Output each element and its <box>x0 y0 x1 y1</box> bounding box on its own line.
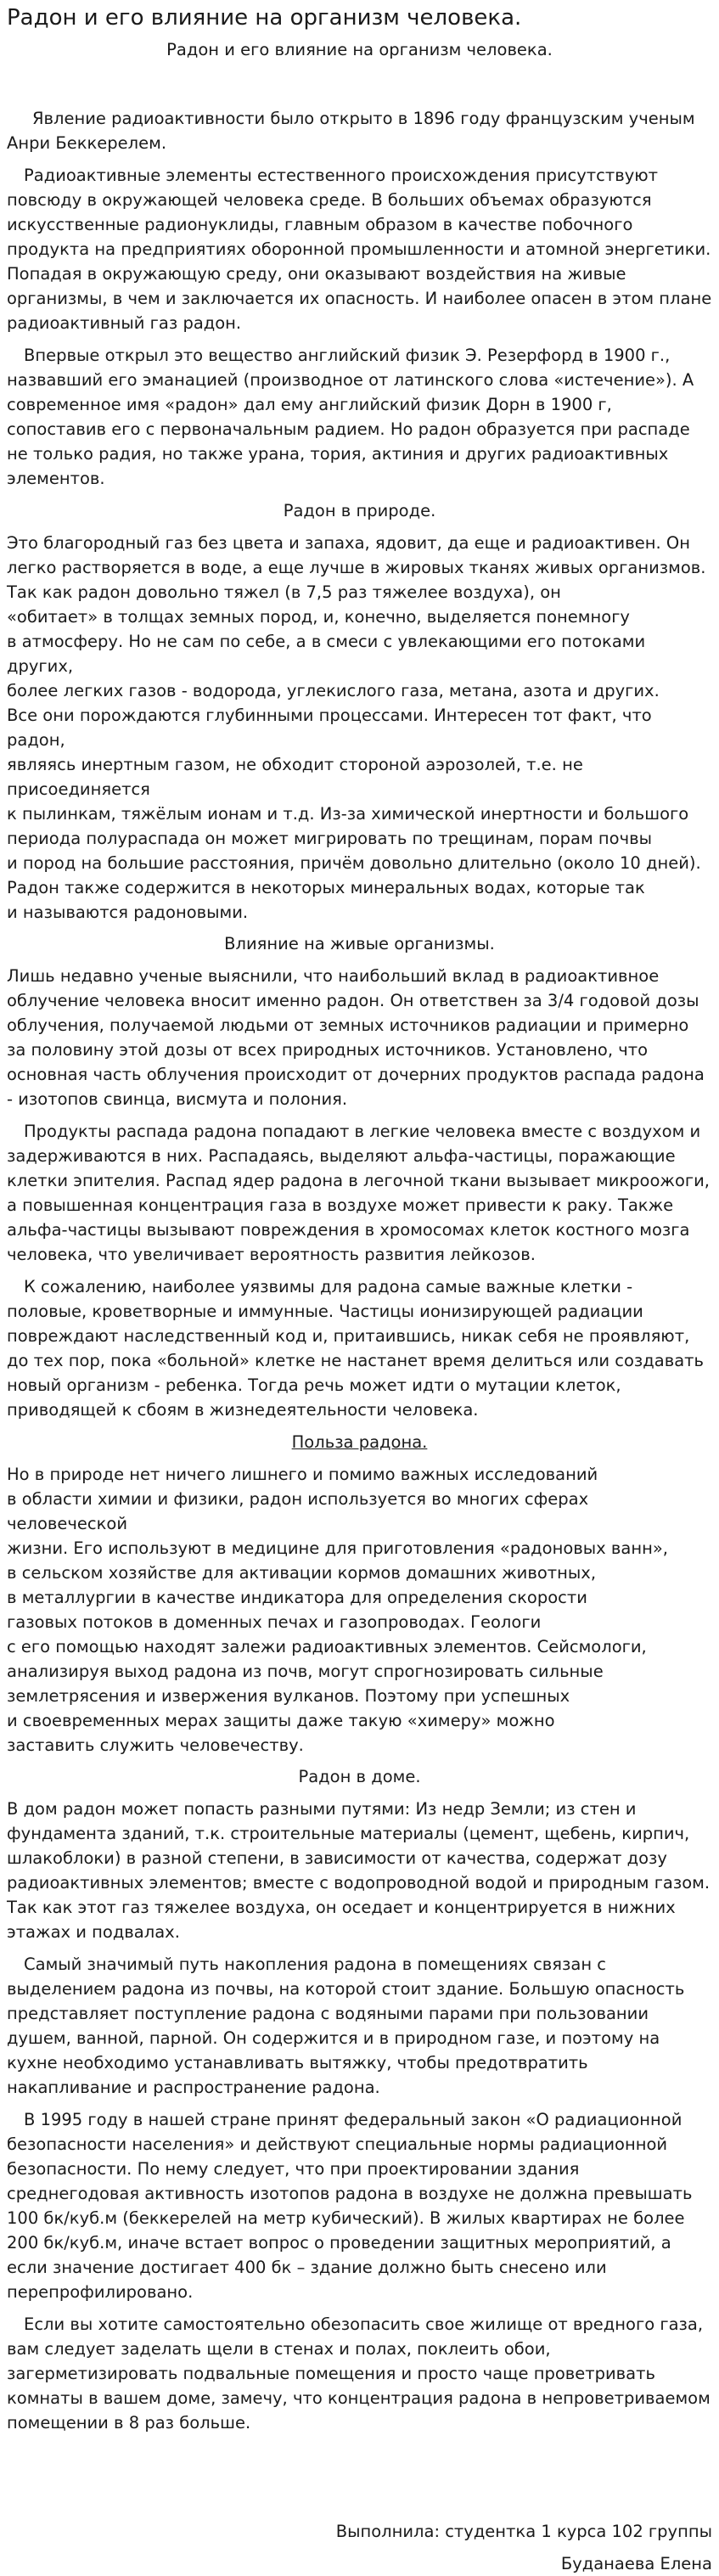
text-line: более легких газов - водорода, углекислого газа, метана, азота и других. <box>7 681 660 700</box>
section-heading-benefit: Польза радона. <box>291 1432 428 1452</box>
intro-paragraph-2: Радиоактивные элементы естественного происхождения присутствуют повсюду в окружающей человека среде. В больших объемах образуются искусственные радионуклиды, главным образом в качестве побочного продукта на предприятиях оборонной промышленности и атомной энергетики. Попадая в окружающую среду, они оказывают воздействия на живые организмы, в чем и заключается их опасность. И наиболее опасен в этом плане радиоактивный газ радон. <box>7 166 712 333</box>
text-line: в металлургии в качестве индикатора для определения скорости <box>7 1588 587 1607</box>
text-line: являясь инертным газом, не обходит стороной аэрозолей, т.е. не присоединяется <box>7 755 583 799</box>
home-paragraph-3: В 1995 году в нашей стране принят федеральный закон «О радиационной безопасности населения» и действуют специальные нормы радиационной безопасности. По нему следует, что при проектировании здания среднегодовая активность изотопов радона в воздухе не должна превышать 100 бк/куб.м (беккерелей на метр кубический). В жилых квартирах не более 200 бк/куб.м, иначе встает вопрос о проведении защитных мероприятий, а если значение достигает 400 бк – здание должно быть снесено или перепрофилировано. <box>7 2110 693 2302</box>
text-line: анализируя выход радона из почв, могут спрогнозировать сильные <box>7 1662 604 1681</box>
organisms-paragraph-2: Продукты распада радона попадают в легкие человека вместе с воздухом и задерживаются в них. Распадаясь, выделяют альфа-частицы, поражающие клетки эпителия. Распад ядер радона в легочной ткани вызывает микроожоги, а повышенная концентрация газа в воздухе может привести к раку. Также альфа-частицы вызывают повреждения в хромосомах клеток костного мозга человека, что увеличивает вероятность развития лейкозов. <box>7 1122 710 1264</box>
text-line: с его помощью находят залежи радиоактивных элементов. Сейсмологи, <box>7 1637 647 1656</box>
text-line: Это благородный газ без цвета и запаха, ядовит, да еще и радиоактивен. Он <box>7 533 690 553</box>
signature-name: Буданаева Елена <box>560 2554 712 2573</box>
section-body-nature <box>7 531 712 925</box>
signature-author-line: Выполнила: студентка 1 курса 102 группы <box>335 2522 712 2541</box>
home-paragraph-2: Самый значимый путь накопления радона в помещениях связан с выделением радона из почвы, на которой стоит здание. Большую опасность представляет поступление радона с водяными парами при пользовании душем, ванной, парной. Он содержится и в природном газе, и поэтому на кухне необходимо устанавливать вытяжку, чтобы предотвратить накапливание и распространение радона. <box>7 1954 685 2097</box>
document-subtitle: Радон и его влияние на организм человека. <box>166 40 553 59</box>
home-paragraph-4: Если вы хотите самостоятельно обезопасить свое жилище от вредного газа, вам следует заделать щели в стенах и полах, поклеить обои, загерметизировать подвальные помещения и просто чаще проветривать комнаты в вашем доме, замечу, что концентрация радона в непроветриваемом помещении в 8 раз больше. <box>7 2314 711 2433</box>
text-line: и пород на большие расстояния, причём довольно длительно (около 10 дней). <box>7 853 701 873</box>
home-paragraph-1: В дом радон может попасть разными путями: Из недр Земли; из стен и фундамента зданий, т.к. строительные материалы (цемент, щебень, кирпич, шлакоблоки) в разной степени, в зависимости от качества, содержат дозу радиоактивных элементов; вместе с водопроводной водой и природным газом. Так как этот газ тяжелее воздуха, он оседает и концентрируется в нижних этажах и подвалах. <box>7 1799 711 1942</box>
section-heading-organisms: Влияние на живые организмы. <box>224 934 495 953</box>
spacer <box>7 2443 712 2519</box>
text-line: в атмосферу. Но не сам по себе, а в смеси с увлекающими его потоками других, <box>7 632 646 676</box>
text-line: газовых потоков в доменных печах и газопроводах. Геологи <box>7 1612 542 1632</box>
section-heading-home: Радон в доме. <box>298 1767 421 1786</box>
text-line: и называются радоновыми. <box>7 903 249 922</box>
section-body-benefit <box>7 1462 712 1758</box>
intro-paragraph-1: Явление радиоактивности было открыто в 1896 году французским ученым Анри Беккерелем. <box>7 109 695 153</box>
text-line: Все они порождаются глубинными процессами. Интересен тот факт, что радон, <box>7 706 652 750</box>
text-line: в области химии и физики, радон используется во многих сферах человеческой <box>7 1489 589 1533</box>
text-line: в сельском хозяйстве для активации кормов домашних животных, <box>7 1563 597 1583</box>
section-heading-nature: Радон в природе. <box>283 501 436 520</box>
text-line: Но в природе нет ничего лишнего и помимо важных исследований <box>7 1465 598 1484</box>
text-line: Так как радон довольно тяжел (в 7,5 раз тяжелее воздуха), он <box>7 582 561 602</box>
text-line: к пылинкам, тяжёлым ионам и т.д. Из-за химической инертности и большого <box>7 804 689 824</box>
text-line: и своевременных мерах защиты даже такую «химеру» можно <box>7 1711 555 1730</box>
text-line: легко растворяется в воде, а еще лучше в жировых тканях живых организмов. <box>7 558 706 577</box>
text-line: заставить служить человечеству. <box>7 1735 304 1755</box>
intro-paragraph-3: Впервые открыл это вещество английский физик Э. Резерфорд в 1900 г., назвавший его эманацией (производное от латинского слова «истечение»). А современное имя «радон» дал ему английский физик Дорн в 1900 г, сопоставив его с первоначальным радием. Но радон образуется при распаде не только радия, но также урана, тория, актиния и других радиоактивных элементов. <box>7 346 694 488</box>
document-page <box>0 5 719 2576</box>
spacer <box>7 62 712 106</box>
organisms-paragraph-3: К сожалению, наиболее уязвимы для радона самые важные клетки - половые, кроветворные и иммунные. Частицы ионизирующей радиации повреждают наследственный код и, притаившись, никак себя не проявляют, до тех пор, пока «больной» клетке не настанет время делиться или создавать новый организм - ребенка. Тогда речь может идти о мутации клеток, приводящей к сбоям в жизнедеятельности человека. <box>7 1277 705 1420</box>
text-line: периода полураспада он может мигрировать по трещинам, порам почвы <box>7 829 653 848</box>
text-line: Радон также содержится в некоторых минеральных водах, которые так <box>7 878 645 897</box>
text-line: «обитает» в толщах земных пород, и, конечно, выделяется понемногу <box>7 607 630 627</box>
text-line: землетрясения и извержения вулканов. Поэтому при успешных <box>7 1686 570 1706</box>
document-title: Радон и его влияние на организм человека. <box>7 5 522 31</box>
text-line: жизни. Его используют в медицине для приготовления «радоновых ванн», <box>7 1538 668 1558</box>
organisms-paragraph-1: Лишь недавно ученые выяснили, что наибольший вклад в радиоактивное облучение человека вносит именно радон. Он ответствен за 3/4 годовой дозы облучения, получаемой людьми от земных источников радиации и примерно за половину этой дозы от всех природных источников. Установлено, что основная часть облучения происходит от дочерних продуктов распада радона - изотопов свинца, висмута и полония. <box>7 966 705 1109</box>
